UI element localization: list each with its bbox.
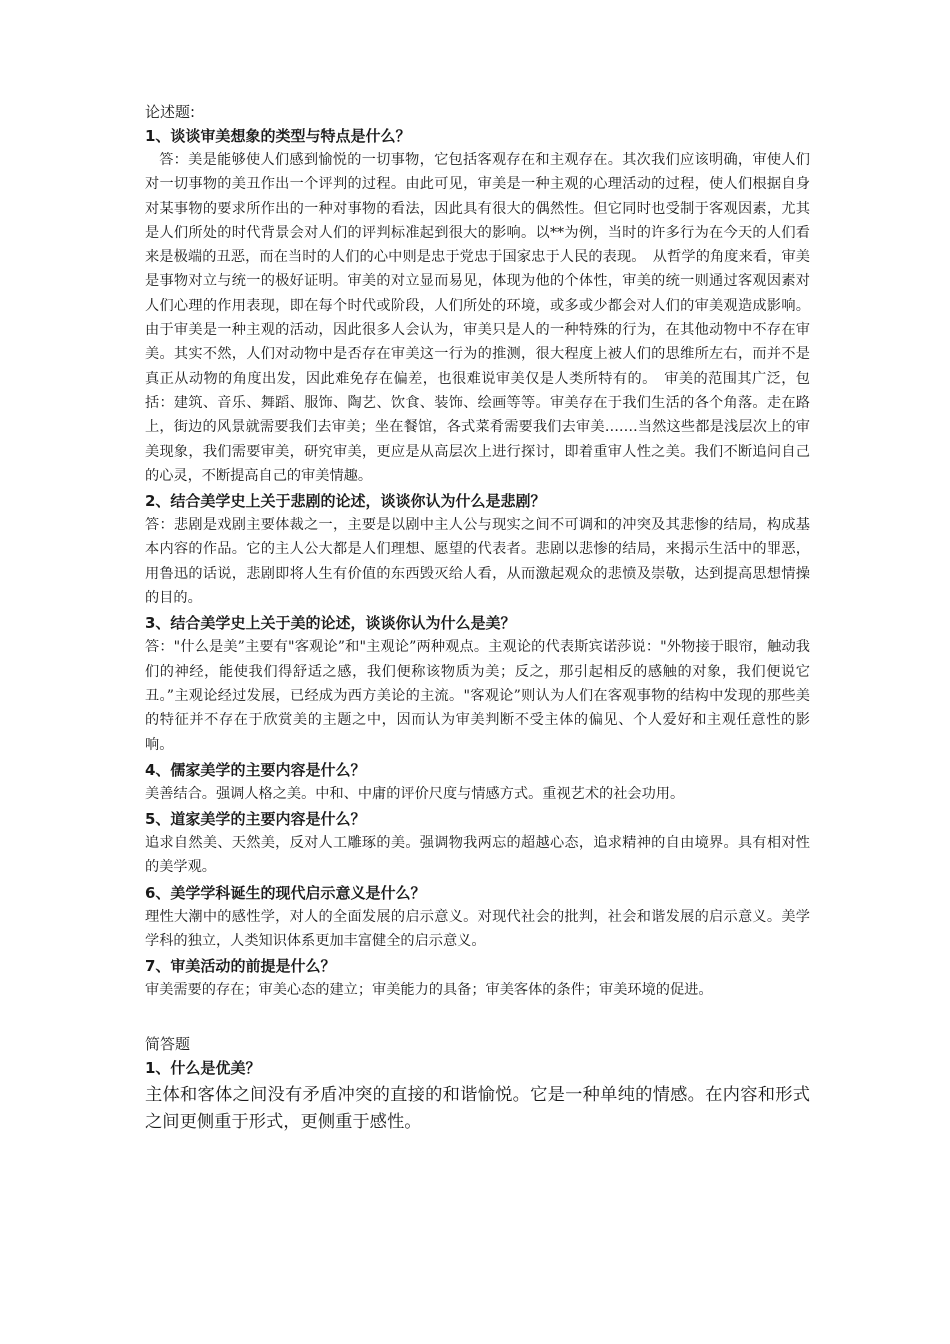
document-page <box>145 100 810 1137</box>
answer-7: 审美需要的存在；审美心态的建立；审美能力的具备；审美客体的条件；审美环境的促进。 <box>145 982 713 999</box>
answer-5: 追求自然美、天然美，反对人工雕琢的美。强调物我两忘的超越心态，追求精神的自由境界。具有相对性的美学观。 <box>145 835 810 876</box>
short-answer-1: 主体和客体之间没有矛盾冲突的直接的和谐愉悦。它是一种单纯的情感。在内容和形式之间更侧重于形式，更侧重于感性。 <box>145 1084 810 1132</box>
short-section-title: 简答题 <box>145 1034 191 1053</box>
short-question-1: 1、什么是优美？ <box>145 1058 261 1077</box>
question-1: 1、谈谈审美想象的类型与特点是什么？ <box>145 127 411 145</box>
answer-1: 答：美是能够使人们感到愉悦的一切事物，它包括客观存在和主观存在。其次我们应该明确，审使人们对一切事物的美丑作出一个评判的过程。由此可见，审美是一种主观的心理活动的过程，使人们根据自身对某事物的要求所作出的一种对事物的看法，因此具有很大的偶然性。但它同时也受制于客观因素，尤其是人们所处的时代背景会对人们的评判标准起到很大的影响。以**为例，当时的许多行为在今天的人们看来是极端的丑恶，而在当时的人们的心中则是忠于党忠于国家忠于人民的表现。 从哲学的角度来看，审美是事物对立与统一的极好证明。审美的对立显而易见，体现为他的个体性，审美的统一则通过客观因素对人们心理的作用表现，即在每个时代或阶段，人们所处的环境，或多或少都会对人们的审美观造成影响。由于审美是一种主观的活动，因此很多人会认为，审美只是人的一种特殊的行为，在其他动物中不存在审美。其实不然，人们对动物中是否存在审美这一行为的推测，很大程度上被人们的思维所左右，而并不是真正从动物的角度出发，因此难免存在偏差，也很难说审美仅是人类所特有的。 审美的范围其广泛，包括：建筑、音乐、舞蹈、服饰、陶艺、饮食、装饰、绘画等等。审美存在于我们生活的各个角落。走在路上，街边的风景就需要我们去审美；坐在餐馆，各式菜肴需要我们去审美…….当然这些都是浅层次上的审美现象，我们需要审美，研究审美，更应是从高层次上进行探讨，即着重审人性之美。我们不断追问自己的心灵，不断提高自己的审美情趣。 <box>145 152 810 484</box>
answer-4: 美善结合。强调人格之美。中和、中庸的评价尺度与情感方式。重视艺术的社会功用。 <box>145 785 685 802</box>
answer-6: 理性大潮中的感性学，对人的全面发展的启示意义。对现代社会的批判，社会和谐发展的启示意义。美学学科的独立，人类知识体系更加丰富健全的启示意义。 <box>145 908 810 950</box>
question-6: 6、美学学科诞生的现代启示意义是什么？ <box>145 883 426 902</box>
question-3: 3、结合美学史上关于美的论述，谈谈你认为什么是美？ <box>145 614 516 633</box>
answer-3: 答："什么是美”主要有"客观论”和"主观论”两种观点。主观论的代表斯宾诺莎说："外物接于眼帘，触动我们的神经，能使我们得舒适之感，我们便称该物质为美；反之，那引起相反的感触的对象，我们便说它丑。”主观论经过发展，已经成为西方美论的主流。"客观论”则认为人们在客观事物的结构中发现的那些美的特征并不存在于欣赏美的主题之中，因而认为审美判断不受主体的偏见、个人爱好和主观任意性的影响。 <box>145 639 810 753</box>
question-7: 7、审美活动的前提是什么？ <box>145 957 336 976</box>
question-2: 2、结合美学史上关于悲剧的论述，谈谈你认为什么是悲剧？ <box>145 492 546 511</box>
answer-2: 答：悲剧是戏剧主要体裁之一，主要是以剧中主人公与现实之间不可调和的冲突及其悲惨的结局，构成基本内容的作品。它的主人公大都是人们理想、愿望的代表者。悲剧以悲惨的结局，来揭示生活中的罪恶，用鲁迅的话说，悲剧即将人生有价值的东西毁灭给人看，从而激起观众的悲愤及崇敬，达到提高思想情操的目的。 <box>145 517 810 607</box>
essay-section-title: 论述题: <box>145 103 196 121</box>
section-spacer <box>145 1004 810 1032</box>
question-5: 5、道家美学的主要内容是什么？ <box>145 810 366 829</box>
question-4: 4、儒家美学的主要内容是什么？ <box>145 760 366 779</box>
